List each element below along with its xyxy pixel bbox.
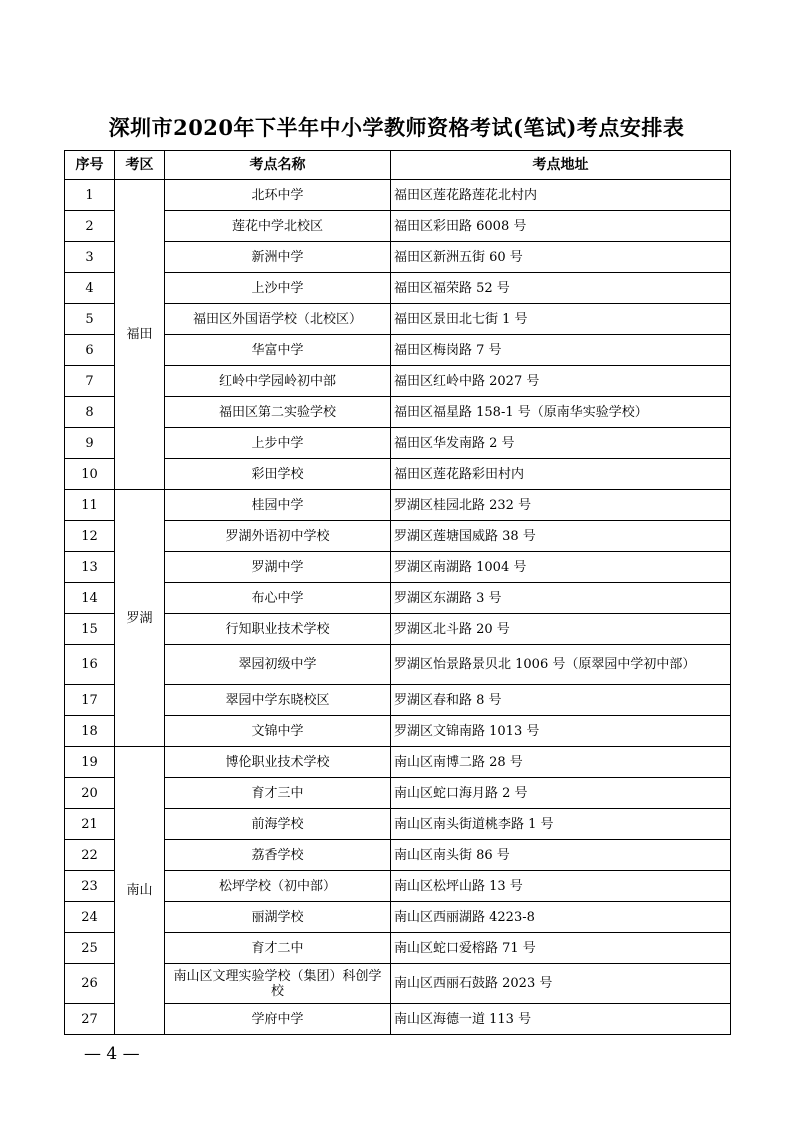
site-name: 育才三中: [165, 778, 391, 809]
table-row: [65, 964, 731, 1004]
row-number: 5: [65, 304, 115, 335]
table-row: [65, 521, 731, 552]
row-number: 14: [65, 583, 115, 614]
site-address: 福田区福星路 158-1 号（原南华实验学校）: [391, 397, 731, 428]
site-name: 行知职业技术学校: [165, 614, 391, 645]
table-row: [65, 747, 731, 778]
site-address: 福田区景田北七街 1 号: [391, 304, 731, 335]
row-number: 15: [65, 614, 115, 645]
table-row: [65, 366, 731, 397]
site-address: 南山区西丽石鼓路 2023 号: [391, 964, 731, 1004]
site-address: 福田区红岭中路 2027 号: [391, 366, 731, 397]
row-number: 16: [65, 645, 115, 685]
row-number: 2: [65, 211, 115, 242]
site-name: 丽湖学校: [165, 902, 391, 933]
table-row: [65, 778, 731, 809]
header-site-name: 考点名称: [165, 151, 391, 180]
row-number: 19: [65, 747, 115, 778]
table-row: [65, 809, 731, 840]
table-row: [65, 645, 731, 685]
row-number: 3: [65, 242, 115, 273]
site-address: 南山区蛇口爱榕路 71 号: [391, 933, 731, 964]
site-address: 福田区梅岗路 7 号: [391, 335, 731, 366]
row-number: 22: [65, 840, 115, 871]
site-name: 北环中学: [165, 180, 391, 211]
site-name: 莲花中学北校区: [165, 211, 391, 242]
row-number: 9: [65, 428, 115, 459]
table-row: [65, 871, 731, 902]
site-name: 翠园中学东晓校区: [165, 685, 391, 716]
site-address: 福田区莲花路莲花北村内: [391, 180, 731, 211]
table-row: [65, 933, 731, 964]
site-name: 桂园中学: [165, 490, 391, 521]
row-number: 4: [65, 273, 115, 304]
site-name: 学府中学: [165, 1004, 391, 1035]
exam-site-table: [64, 150, 731, 1035]
table-row: [65, 1004, 731, 1035]
table-row: [65, 716, 731, 747]
page-title: 深圳市2020年下半年中小学教师资格考试(笔试)考点安排表: [108, 115, 685, 140]
table-row: [65, 583, 731, 614]
table-row: [65, 428, 731, 459]
row-number: 17: [65, 685, 115, 716]
site-name: 红岭中学园岭初中部: [165, 366, 391, 397]
site-name: 上沙中学: [165, 273, 391, 304]
table-row: [65, 335, 731, 366]
site-address: 南山区西丽湖路 4223-8: [391, 902, 731, 933]
site-address: 福田区福荣路 52 号: [391, 273, 731, 304]
row-number: 7: [65, 366, 115, 397]
site-name: 罗湖外语初中学校: [165, 521, 391, 552]
table-row: [65, 304, 731, 335]
district-cell: 罗湖: [115, 490, 165, 747]
table-row: [65, 490, 731, 521]
row-number: 6: [65, 335, 115, 366]
table-row: [65, 273, 731, 304]
site-name: 南山区文理实验学校（集团）科创学校: [165, 964, 391, 1004]
site-name: 文锦中学: [165, 716, 391, 747]
site-address: 南山区蛇口海月路 2 号: [391, 778, 731, 809]
site-name: 华富中学: [165, 335, 391, 366]
site-name: 博伦职业技术学校: [165, 747, 391, 778]
table-row: [65, 180, 731, 211]
table-row: [65, 902, 731, 933]
table-row: [65, 211, 731, 242]
site-address: 南山区海德一道 113 号: [391, 1004, 731, 1035]
table-row: [65, 840, 731, 871]
site-address: 南山区南头街 86 号: [391, 840, 731, 871]
site-name: 福田区外国语学校（北校区）: [165, 304, 391, 335]
site-name: 上步中学: [165, 428, 391, 459]
table-row: [65, 397, 731, 428]
site-name: 翠园初级中学: [165, 645, 391, 685]
site-name: 前海学校: [165, 809, 391, 840]
district-cell: 南山: [115, 747, 165, 1035]
page-number: — 4 —: [84, 1044, 140, 1064]
row-number: 12: [65, 521, 115, 552]
row-number: 26: [65, 964, 115, 1004]
site-address: 福田区华发南路 2 号: [391, 428, 731, 459]
row-number: 24: [65, 902, 115, 933]
table-row: [65, 242, 731, 273]
row-number: 13: [65, 552, 115, 583]
header-site-address: 考点地址: [391, 151, 731, 180]
site-name: 荔香学校: [165, 840, 391, 871]
row-number: 11: [65, 490, 115, 521]
site-name: 布心中学: [165, 583, 391, 614]
site-name: 罗湖中学: [165, 552, 391, 583]
site-address: 南山区南博二路 28 号: [391, 747, 731, 778]
site-address: 福田区新洲五街 60 号: [391, 242, 731, 273]
district-cell: 福田: [115, 180, 165, 490]
header-district: 考区: [115, 151, 165, 180]
site-address: 罗湖区东湖路 3 号: [391, 583, 731, 614]
site-address: 福田区彩田路 6008 号: [391, 211, 731, 242]
row-number: 20: [65, 778, 115, 809]
table-row: [65, 614, 731, 645]
site-address: 罗湖区怡景路景贝北 1006 号（原翠园中学初中部）: [391, 645, 731, 685]
site-address: 罗湖区桂园北路 232 号: [391, 490, 731, 521]
table-header-row: [65, 151, 731, 180]
row-number: 10: [65, 459, 115, 490]
site-name: 育才二中: [165, 933, 391, 964]
site-address: 罗湖区南湖路 1004 号: [391, 552, 731, 583]
site-name: 松坪学校（初中部）: [165, 871, 391, 902]
row-number: 25: [65, 933, 115, 964]
site-address: 罗湖区春和路 8 号: [391, 685, 731, 716]
table-row: [65, 685, 731, 716]
site-address: 南山区松坪山路 13 号: [391, 871, 731, 902]
site-address: 南山区南头街道桃李路 1 号: [391, 809, 731, 840]
table-row: [65, 459, 731, 490]
row-number: 1: [65, 180, 115, 211]
row-number: 23: [65, 871, 115, 902]
table-body: [65, 180, 731, 1035]
site-address: 罗湖区莲塘国威路 38 号: [391, 521, 731, 552]
row-number: 27: [65, 1004, 115, 1035]
row-number: 21: [65, 809, 115, 840]
row-number: 18: [65, 716, 115, 747]
site-name: 彩田学校: [165, 459, 391, 490]
site-address: 罗湖区北斗路 20 号: [391, 614, 731, 645]
table-row: [65, 552, 731, 583]
site-name: 新洲中学: [165, 242, 391, 273]
site-address: 罗湖区文锦南路 1013 号: [391, 716, 731, 747]
site-name: 福田区第二实验学校: [165, 397, 391, 428]
site-address: 福田区莲花路彩田村内: [391, 459, 731, 490]
row-number: 8: [65, 397, 115, 428]
header-no: 序号: [65, 151, 115, 180]
